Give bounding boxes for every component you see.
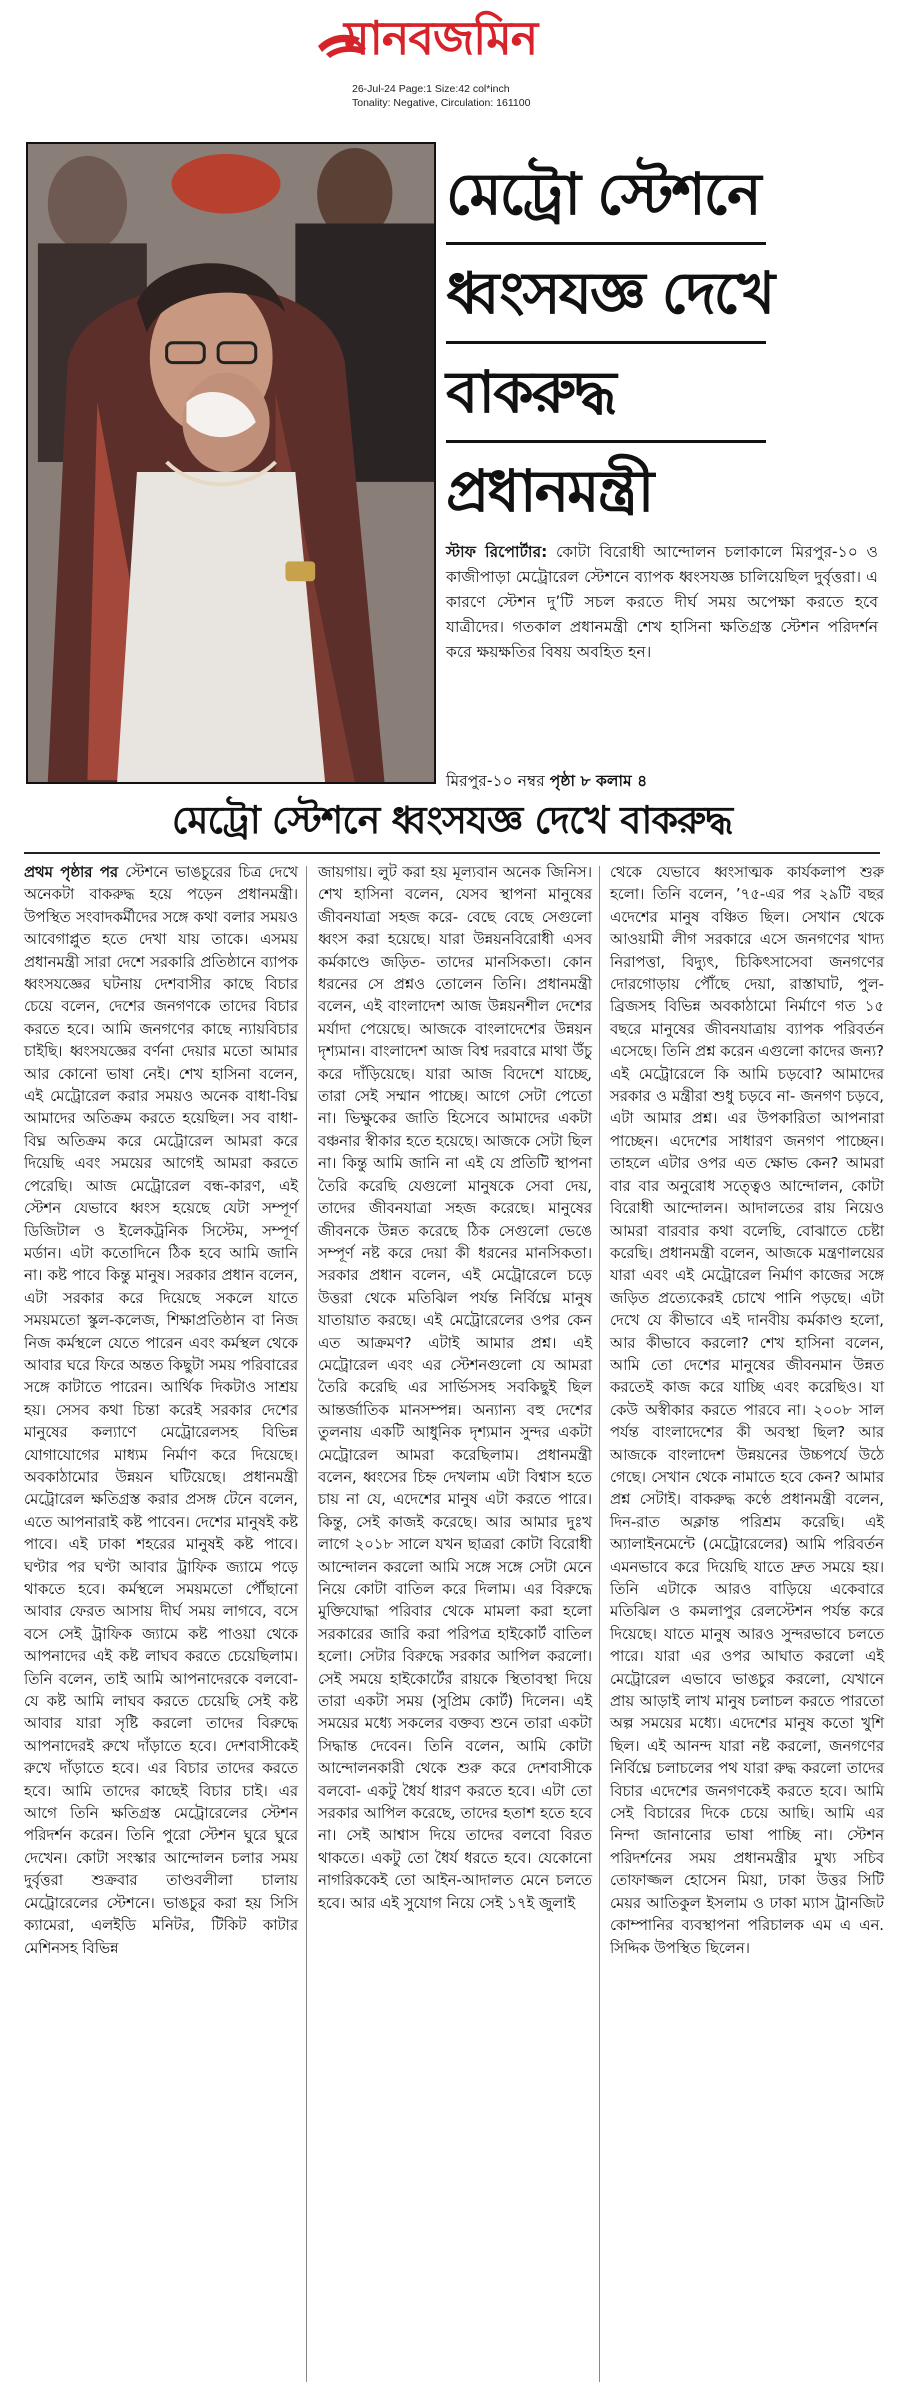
masthead-title: মানবজমিন xyxy=(344,11,538,65)
headline-line-3: বাকরুদ্ধ xyxy=(446,358,615,426)
continuation-heading: মেট্রো স্টেশনে ধ্বংসযজ্ঞ দেখে বাকরুদ্ধ xyxy=(171,798,733,842)
from-first-page-label: প্রথম পৃষ্ঠার পর xyxy=(24,864,119,881)
intro-text: কোটা বিরোধী আন্দোলন চলাকালে মিরপুর-১০ ও কাজীপাড়া মেট্রোরেল স্টেশনে ব্যাপক ধ্বংসযজ্ঞ চালিয়েছিল দুর্বৃত্তরা। এ কারণে স্টেশন দু’টি সচল করতে দীর্ঘ সময় অপেক্ষা করতে হবে যাত্রীদের। গতকাল প্রধানমন্ত্রী শেখ হাসিনা ক্ষতিগ্রস্ত স্টেশন পরিদর্শন করে ক্ষয়ক্ষতির বিষয় অবহিত হন। xyxy=(446,543,878,661)
column-divider xyxy=(306,866,307,2382)
column-2-text: জায়গায়। লুট করা হয় মূল্যবান অনেক জিনিস। শেখ হাসিনা বলেন, যেসব স্থাপনা মানুষের জীবনযাত্রা সহজ করে- বেছে বেছে সেগুলো ধ্বংস করা হয়েছে। যারা উন্নয়নবিরোধী এসব কর্মকাণ্ডে জড়িত- তাদের মানসিকতা। কোন ধরনের সে প্রশ্নও তোলেন তিনি। প্রধানমন্ত্রী বলেন, এই বাংলাদেশ আজ উন্নয়নশীল দেশের মর্যাদা পেয়েছে। আজকে বাংলাদেশের উন্নয়ন দৃশ্যমান। বাংলাদেশ আজ বিশ্ব দরবারে মাথা উঁচু করে দাঁড়িয়েছে। যারা আজ বিদেশে যাচ্ছে, তারা সেই সম্মান পাচ্ছে। আগে সেটা পেতো না। ভিক্ষুকের জাতি হিসেবে আমাদের একটা বঞ্চনার স্বীকার হতে হয়েছে। আজকে সেটা ছিল না। কিন্তু আমি জানি না এই যে প্রতিটি স্থাপনা তৈরি করেছি যেগুলো মানুষকে সেবা দেয়, তাদের জীবনযাত্রা সহজ করেছে। মানুষের জীবনকে উন্নত করেছে ঠিক সেগুলো ভেঙে সম্পূর্ণ নষ্ট করে দেয়া কী ধরনের মানসিকতা। সরকার প্রধান বলেন, এই মেট্রোরেলে চড়ে উত্তরা থেকে মতিঝিল পর্যন্ত নির্বিঘ্নে মানুষ যাতায়াত করছে। এই মেট্রোরেলের ওপর কেন এত আক্রমণ? এটাই আমার প্রশ্ন। এই মেট্রোরেল এবং এর স্টেশনগুলো যে আমরা তৈরি করেছি এর সার্ভিসসহ সবকিছুই ছিল আন্তর্জাতিক মানসম্পন্ন। অন্যান্য বহু দেশের তুলনায় একটি আধুনিক দৃশ্যমান সুন্দর একটা মেট্রোরেল আমরা করেছিলাম। প্রধানমন্ত্রী বলেন, ধ্বংসের চিহ্ন দেখলাম এটা বিশ্বাস হতে চায় না যে, এদেশের মানুষ এটা করতে পারে। কিন্তু, সেই কাজই করেছে। আর আমার দুঃখ লাগে ২০১৮ সালে যখন ছাত্ররা কোটা বিরোধী আন্দোলন করলো আমি সঙ্গে সঙ্গে সেটা মেনে নিয়ে কোটা বাতিল করে দিলাম। এর বিরুদ্ধে মুক্তিযোদ্ধা পরিবার থেকে মামলা করা হলো সরকারের জারি করা পরিপত্র হাইকোর্ট বাতিল হলো। সেটার বিরুদ্ধে সরকার আপিল করলো। সেই সময়ে হাইকোর্টের রায়কে স্থিতাবস্থা দিয়ে তারা একটা সময় (সুপ্রিম কোর্ট) দিলেন। এই সময়ের মধ্যে সকলের বক্তব্য শুনে তারা একটা সিদ্ধান্ত দেবেন। তিনি বলেন, আমি কোটা আন্দোলনকারী থেকে শুরু করে দেশবাসীকে বলবো- একটু ধৈর্য ধারণ করতে হবে। এটা তো সরকার আপিল করেছে, তাদের হতাশ হতে হবে না। সেই আশ্বাস দিয়ে তাদের বলবো বিরত থাকতে। একটু তো ধৈর্য ধরতে হবে। যেকোনো নাগরিককেই তো আইন-আদালত মেনে চলতে হবে। আর এই সুযোগ নিয়ে সেই ১৭ই জুলাই xyxy=(318,864,592,1912)
meta-line-tonality: Tonality: Negative, Circulation: 161100 xyxy=(352,97,531,109)
news-photo xyxy=(26,142,436,784)
headline-line-1: মেট্রো স্টেশনে xyxy=(446,160,760,228)
article-column-2 xyxy=(318,862,592,1915)
headline-divider xyxy=(446,242,766,245)
meta-line-date: 26-Jul-24 Page:1 Size:42 col*inch xyxy=(352,83,510,95)
continued-on-page: পৃষ্ঠা ৮ কলাম ৪ xyxy=(549,772,648,790)
clipping-meta xyxy=(352,82,612,110)
headline-line-2: ধ্বংসযজ্ঞ দেখে xyxy=(446,259,774,327)
intro-paragraph xyxy=(446,540,878,665)
headline xyxy=(446,148,886,537)
column-3-text: থেকে যেভাবে ধ্বংসাত্মক কার্যকলাপ শুরু হলো। তিনি বলেন, ’৭৫-এর পর ২৯টি বছর এদেশের মানুষ বঞ্চিত ছিল। সেখান থেকে আওয়ামী লীগ সরকারে এসে জনগণের খাদ্য নিরাপত্তা, বিদ্যুৎ, চিকিৎসাসেবা জনগণের দোরগোড়ায় পৌঁছে দেয়া, রাস্তাঘাট, পুল-ব্রিজসহ বিভিন্ন অবকাঠামো নির্মাণে গত ১৫ বছরে মানুষের জীবনযাত্রায় ব্যাপক পরিবর্তন এসেছে। তিনি প্রশ্ন করেন এগুলো কাদের জন্য? এই মেট্রোরেলে কি আমি চড়বো? আমাদের সরকার ও মন্ত্রীরা শুধু চড়বে না- জনগণ চড়বে, এটা আমার প্রশ্ন। এর উপকারিতা আপনারা পাচ্ছেন। এদেশের সাধারণ জনগণ পাচ্ছেন। তাহলে এটার ওপর এত ক্ষোভ কেন? আমরা বার বার অনুরোধ সত্ত্বেও আন্দোলন, কোটা বিরোধী আন্দোলন। আদালতের রায় নিয়েও আমরা বারবার কথা বলেছি, বোঝাতে চেষ্টা করেছি। প্রধানমন্ত্রী বলেন, আজকে মন্ত্রণালয়ের যারা এবং এই মেট্রোরেল নির্মাণ কাজের সঙ্গে জড়িত প্রত্যেকেরই চোখে পানি পড়ছে। এটা দেখে যে কীভাবে এই দানবীয় কর্মকাণ্ড হলো, আর কীভাবে করলো? শেখ হাসিনা বলেন, আমি তো দেশের মানুষের জীবনমান উন্নত করতেই কাজ করে যাচ্ছি এবং করেছিও। যা কেউ অস্বীকার করতে পারবে না। ২০০৮ সাল পর্যন্ত বাংলাদেশের কী অবস্থা ছিল? আর আজকে বাংলাদেশ উন্নয়নের উচ্চপর্যে উঠে গেছে। সেখান থেকে নামাতে হবে কেন? আমার প্রশ্ন সেটাই। বাকরুদ্ধ কণ্ঠে প্রধানমন্ত্রী বলেন, দিন-রাত অক্লান্ত পরিশ্রম করেছি। এই অ্যালাইনমেন্টে (মেট্রোরেলের) আমি পরিবর্তন এমনভাবে করে দিয়েছি যাতে দ্রুত সময়ে হয়। তিনি এটাকে আরও বাড়িয়ে একেবারে মতিঝিল ও কমলাপুর রেলস্টেশন পর্যন্ত করে দিয়েছে। যাতে মানুষ আরও সুন্দরভাবে চলতে পারে। যারা এর ওপর আঘাত করলো এই মেট্রোরেল এভাবে ভাঙচুর করলো, যেখানে প্রায় আড়াই লাখ মানুষ চলাচল করতে পারতো অল্প সময়ের মধ্যে। এদেশের মানুষ কতো খুশি ছিল। এই আনন্দ যারা নষ্ট করলো, জনগণের নির্বিঘ্নে চলাচলের পথ যারা রুদ্ধ করলো তাদের বিচার এদেশের জনগণকেই করতে হবে। আমি সেই বিচারের দিকে চেয়ে আছি। আমি এর নিন্দা জানানোর ভাষা পাচ্ছি না। স্টেশন পরিদর্শনের সময় প্রধানমন্ত্রীর মুখ্য সচিব তোফাজ্জল হোসেন মিয়া, ঢাকা উত্তর সিটি মেয়র আতিকুল ইসলাম ও ঢাকা ম্যাস ট্রানজিট কোম্পানির ব্যবস্থাপনা পরিচালক এম এ এন. সিদ্দিক উপস্থিত ছিলেন। xyxy=(610,864,884,1957)
headline-divider xyxy=(446,440,766,443)
continuation-rule xyxy=(24,852,880,854)
intro-tail: মিরপুর-১০ নম্বর xyxy=(446,772,545,790)
masthead xyxy=(316,10,616,80)
column-1-text: স্টেশনে ভাঙচুরের চিত্র দেখে অনেকটা বাকরুদ্ধ হয়ে পড়েন প্রধানমন্ত্রী। উপস্থিত সংবাদকর্মীদের সঙ্গে কথা বলার সময়ও আবেগাপ্লুত হতে দেখা যায় তাকে। এসময় প্রধানমন্ত্রী সারা দেশে সরকারি প্রতিষ্ঠানে ব্যাপক ধ্বংসযজ্ঞের ঘটনায় দেশবাসীর কাছে বিচার চেয়ে বলেন, দেশের জনগণকে তাদের বিচার করতে হবে। আমি জনগণের কাছে ন্যায়বিচার চাইছি। ধ্বংসযজ্ঞের বর্ণনা দেয়ার মতো আমার আর কোনো ভাষা নেই। শেখ হাসিনা বলেন, এই মেট্রোরেল করার সময়ও অনেক বাধা-বিঘ্ন আমাদের অতিক্রম করতে হয়েছিল। সব বাধা-বিঘ্ন অতিক্রম করে মেট্রোরেল আমরা করে দিয়েছি এবং সময়ের আগেই আমরা করতে পেরেছি। আজ মেট্রোরেল বন্ধ-কারণ, এই স্টেশন যেভাবে ধ্বংস হয়েছে যেটা সম্পূর্ণ ডিজিটাল ও ইলেকট্রনিক সিস্টেম, সম্পূর্ণ মর্ডান। এটা কতোদিনে ঠিক হবে আমি জানি না। কষ্ট পাবে কিন্তু মানুষ। সরকার প্রধান বলেন, এটা সরকার করে দিয়েছে সকলে যাতে সময়মতো স্কুল-কলেজ, শিক্ষাপ্রতিষ্ঠান বা নিজ নিজ কর্মস্থলে যেতে পারেন এবং কর্মস্থল থেকে আবার ঘরে ফিরে অন্তত কিছুটা সময় পরিবারের সঙ্গে কাটাতে পারেন। আর্থিক দিকটাও সাশ্রয় হয়। সেসব কথা চিন্তা করেই সরকার দেশের মানুষের কল্যাণে মেট্রোরেলসহ বিভিন্ন যোগাযোগের মাধ্যম নির্মাণ করে দিয়েছে। অবকাঠামোর উন্নয়ন ঘটিয়েছে। প্রধানমন্ত্রী মেট্রোরেল ক্ষতিগ্রস্ত করার প্রসঙ্গ টেনে বলেন, এতে আপনারাই কষ্ট পাবেন। দেশের মানুষই কষ্ট পাবে। এই ঢাকা শহরের মানুষই কষ্ট পাবে। ঘণ্টার পর ঘণ্টা আবার ট্রাফিক জ্যামে পড়ে থাকতে হবে। কর্মস্থলে সময়মতো পৌঁছানো আবার ফেরত আসায় দীর্ঘ সময় লাগবে, বসে বসে সেই ট্রাফিক জ্যামে কষ্ট পাওয়া থেকে আপনাদের এই কষ্ট লাঘব করতে চেয়েছিলাম। তিনি বলেন, তাই আমি আপনাদেরকে বলবো- যে কষ্ট আমি লাঘব করতে চেয়েছি সেই কষ্ট আবার যারা সৃষ্টি করলো তাদের বিরুদ্ধে আপনাদেরই রুখে দাঁড়াতে হবে। দেশবাসীকেই রুখে দাঁড়াতে হবে। এর বিচার তাদের করতে হবে। আমি তাদের কাছেই বিচার চাই। এর আগে তিনি ক্ষতিগ্রস্ত মেট্রোরেলের স্টেশন পরিদর্শন করেন। তিনি পুরো স্টেশন ঘুরে ঘুরে দেখেন। কোটা সংস্কার আন্দোলন চলার সময় দুর্বৃত্তরা শুক্রবার তাণ্ডবলীলা চালায় মেট্রোরেলের স্টেশনে। ভাঙচুর করা হয় সিসি ক্যামেরা, এলইডি মনিটর, টিকিট কাটার মেশিনসহ বিভিন্ন xyxy=(24,864,298,1957)
headline-divider xyxy=(446,341,766,344)
byline: স্টাফ রিপোর্টার: xyxy=(446,543,548,561)
article-column-1 xyxy=(24,862,298,1960)
column-divider xyxy=(599,866,600,2382)
article-column-3 xyxy=(610,862,884,1960)
photo-prime-minister-image xyxy=(28,144,434,782)
headline-line-4: প্রধানমন্ত্রী xyxy=(446,457,653,525)
continued-note xyxy=(446,770,647,792)
